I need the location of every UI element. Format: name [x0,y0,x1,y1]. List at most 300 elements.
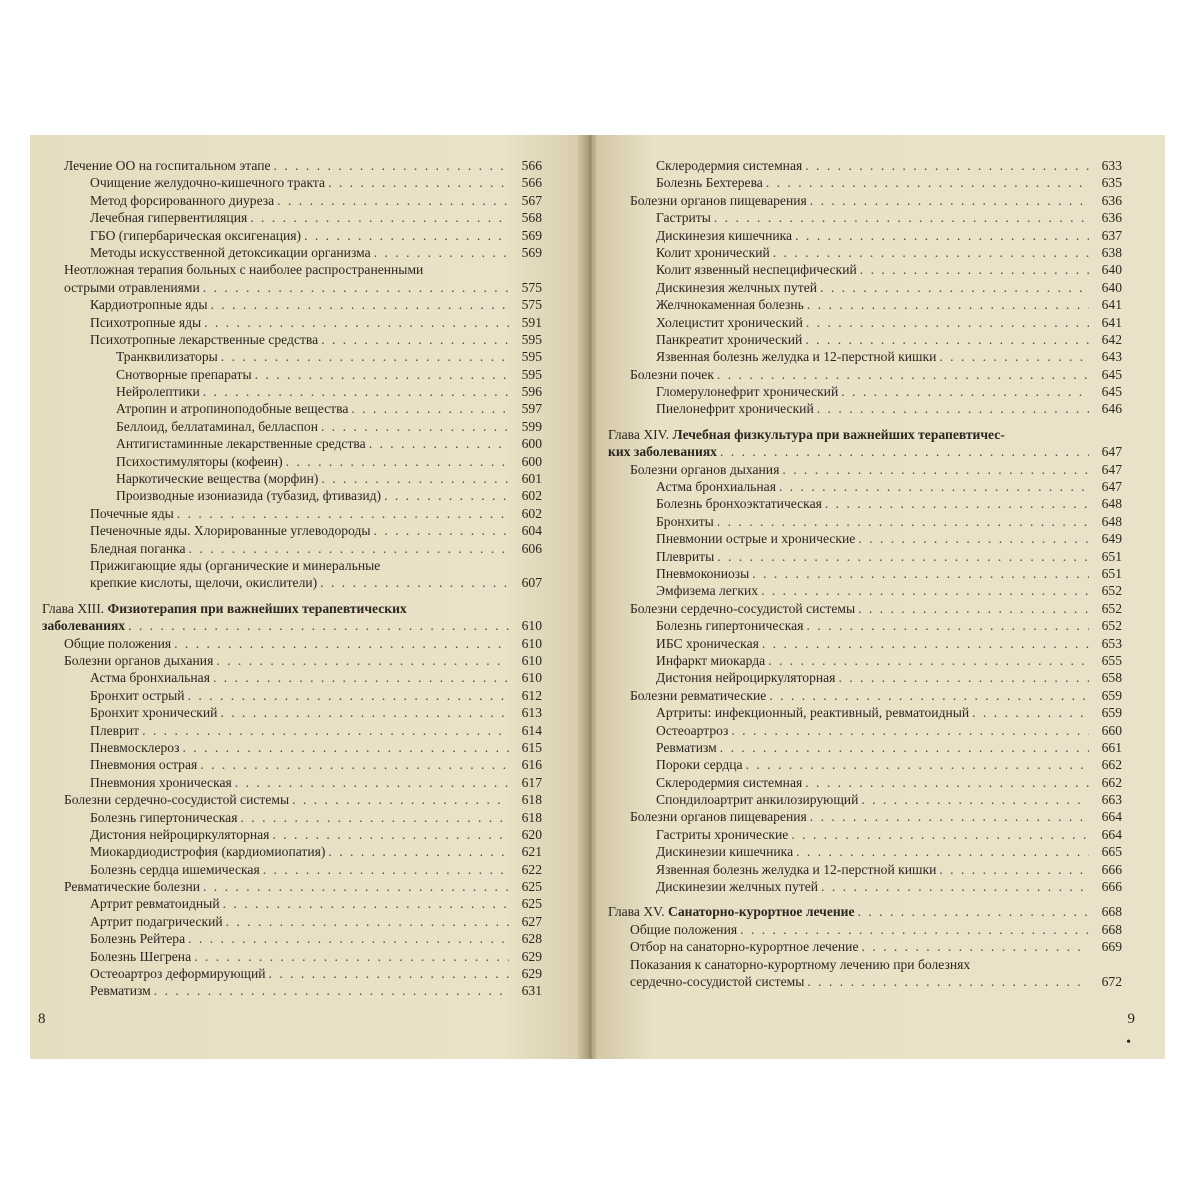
toc-page-number: 604 [521,523,542,539]
toc-page-number: 672 [1101,974,1122,989]
toc-page-number: 651 [1101,566,1122,581]
toc-page-number: 669 [1101,939,1122,955]
dot-leader [235,774,509,791]
dot-leader [240,809,509,826]
dot-leader [766,174,1089,191]
dot-leader [796,843,1089,860]
dot-leader [858,530,1089,547]
toc-page-number: 645 [1101,366,1122,382]
toc-entry-title: Язвенная болезнь желудка и 12-перстной кишки [656,861,937,877]
toc-page-number: 627 [521,913,542,929]
toc-page-number: 622 [521,861,542,877]
dot-leader [782,461,1089,478]
toc-entry [42,383,542,400]
dot-leader [720,739,1089,756]
toc-entry [608,261,1122,278]
toc-entry [42,209,542,226]
toc-entry-title: Астма бронхиальная [90,670,210,686]
toc-entry-title: Болезни ревматические [630,687,767,703]
toc-entry [42,809,542,826]
dot-leader [221,348,509,365]
toc-entry-title: Эмфизема легких [656,583,759,599]
dot-leader [292,791,509,808]
toc-entry [608,878,1122,895]
dot-leader [274,157,509,174]
toc-entry-title: Дискинезия кишечника [656,227,793,243]
dot-leader [762,635,1089,652]
toc-entry [608,669,1122,686]
toc-page-number: 631 [521,983,542,999]
dot-leader [328,843,509,860]
dot-leader [374,244,509,261]
toc-page-number: 666 [1101,879,1122,895]
toc-entry-title: Болезнь бронхоэктатическая [656,496,822,512]
toc-entry [42,965,542,982]
dot-leader [858,903,1089,920]
toc-entry-title: Ревматизм [656,739,717,755]
toc-entry-title: Транквилизаторы [116,349,218,365]
dot-leader [369,435,509,452]
toc-page-number: 597 [521,401,542,417]
toc-entry-title: ГБО (гипербарическая оксигенация) [90,227,302,243]
toc-entry [608,331,1122,348]
toc-entry [608,227,1122,244]
toc-entry [608,400,1122,417]
left-toc [42,157,542,1000]
toc-entry [42,540,542,557]
toc-entry [608,530,1122,547]
dot-leader [714,209,1089,226]
toc-entry [608,843,1122,860]
toc-page-number: 652 [1101,600,1122,616]
dot-leader [746,756,1089,773]
toc-page-number: 651 [1101,548,1122,564]
dot-leader [806,314,1089,331]
toc-page-number: 633 [1101,158,1122,173]
toc-page-number: 621 [521,844,542,860]
toc-entry-title: Спондилоартрит анкилозирующий [656,792,859,808]
toc-page-number: 662 [1101,774,1122,790]
toc-entry-title: Артрит подагрический [90,913,223,929]
toc-entry-title: Дискинезия желчных путей [656,279,818,295]
toc-entry-title-line2: сердечно-сосудистой системы [630,974,805,989]
dot-leader [194,948,509,965]
toc-entry [42,652,542,669]
toc-entry-title: Панкреатит хронический [656,331,803,347]
right-toc [608,157,1122,990]
toc-entry [608,366,1122,383]
toc-entry [42,557,542,592]
dot-leader [810,192,1089,209]
dot-leader [220,704,509,721]
toc-entry-title: Инфаркт миокарда [656,652,766,668]
toc-entry-title-line2: ких заболеваниях [608,444,717,460]
toc-entry [42,261,542,296]
dot-leader [939,861,1089,878]
toc-entry-title: Производные изониазида (тубазид, фтивазид) [116,488,382,504]
chapter-number: Глава XIV. [608,426,673,442]
dot-leader [807,296,1089,313]
dot-leader [216,652,509,669]
toc-page-number: 595 [521,366,542,382]
toc-page-number: 602 [521,505,542,521]
toc-entry [608,513,1122,530]
toc-entry [608,635,1122,652]
dot-leader [188,687,509,704]
toc-entry-title: Гастриты хронические [656,826,789,842]
toc-page-number: 610 [521,652,542,668]
dot-leader [717,513,1089,530]
toc-entry [42,982,542,999]
toc-page-number: 569 [521,227,542,243]
toc-entry-title: Снотворные препараты [116,366,252,382]
dot-leader [277,192,509,209]
toc-chapter-entry [42,600,542,635]
toc-page-number: 661 [1101,739,1122,755]
toc-entry-title: Общие положения [64,635,172,651]
toc-entry [608,565,1122,582]
toc-entry [42,192,542,209]
toc-page-number: 575 [521,279,542,295]
toc-page-number: 636 [1101,192,1122,208]
toc-page-number: 625 [521,879,542,895]
toc-entry [42,453,542,470]
dot-leader [779,478,1089,495]
toc-page-number: 602 [521,488,542,504]
dot-leader [210,296,509,313]
toc-entry [42,296,542,313]
toc-entry-title: Болезнь Бехтерева [656,175,763,191]
toc-entry-title-line1: Физиотерапия при важнейших терапевтических [107,600,407,616]
toc-entry [42,227,542,244]
toc-entry-title: Нейролептики [116,384,200,400]
toc-page-number: 664 [1101,826,1122,842]
toc-entry-title-line1: Прижигающие яды (органические и минеральные [90,558,381,573]
toc-entry-title: Язвенная болезнь желудка и 12-перстной кишки [656,349,937,365]
chapter-number: Глава XIII. [42,600,108,616]
dot-leader [182,739,509,756]
toc-entry [42,669,542,686]
toc-entry [608,383,1122,400]
toc-entry-title: Болезни сердечно-сосудистой системы [630,600,856,616]
toc-entry-title: Почечные яды [90,505,174,521]
dot-leader [720,443,1089,460]
toc-entry [608,192,1122,209]
toc-page-number: 606 [521,540,542,556]
toc-page-number: 668 [1101,904,1122,920]
toc-page-number: 575 [521,297,542,313]
toc-entry-title: Болезнь сердца ишемическая [90,861,260,877]
toc-entry [608,157,1122,174]
dot-leader [806,617,1089,634]
toc-entry-title: Психотропные лекарственные средства [90,331,319,347]
toc-entry-title: Психостимуляторы (кофеин) [116,453,283,469]
toc-entry-title-line1: Неотложная терапия больных с наиболее распространенными [64,262,424,278]
toc-entry-title: Кардиотропные яды [90,297,208,313]
toc-entry [42,366,542,383]
dot-leader [203,279,509,296]
dot-leader [861,938,1089,955]
dot-leader [263,861,509,878]
toc-entry-title: Астма бронхиальная [656,479,776,495]
toc-entry [608,582,1122,599]
toc-page-number: 600 [521,436,542,452]
toc-page-number: 652 [1101,618,1122,634]
toc-page-number: 615 [521,739,542,755]
toc-page-number: 659 [1101,705,1122,721]
toc-entry-title: Отбор на санаторно-курортное лечение [630,939,859,955]
toc-page-number: 618 [521,809,542,825]
dot-leader [223,895,509,912]
toc-entry [42,487,542,504]
dot-leader [213,669,509,686]
toc-entry-title: Печеночные яды. Хлорированные углеводороды [90,523,371,539]
dot-leader [768,652,1089,669]
dot-leader [752,565,1089,582]
toc-entry-title: Очищение желудочно-кишечного тракта [90,175,326,191]
toc-entry [608,956,1122,991]
toc-page-number: 566 [521,158,542,173]
toc-page-number: 614 [521,722,542,738]
dot-leader [841,383,1089,400]
toc-entry-title: Пневмонии острые и хронические [656,531,856,547]
dot-leader [810,808,1089,825]
toc-page-number: 610 [521,635,542,651]
dot-leader [972,704,1089,721]
toc-page-number: 641 [1101,314,1122,330]
toc-entry-title: Бронхиты [656,513,714,529]
dot-leader [717,366,1089,383]
toc-entry [608,279,1122,296]
toc-entry-title: Болезнь гипертоническая [656,618,804,634]
toc-page-number: 647 [1101,461,1122,477]
toc-page-number: 599 [521,418,542,434]
toc-entry [608,652,1122,669]
toc-page-number: 643 [1101,349,1122,365]
toc-page-number: 645 [1101,384,1122,400]
dot-leader [203,878,509,895]
dot-leader [321,331,509,348]
toc-page-number: 591 [521,314,542,330]
dot-leader [805,331,1089,348]
toc-entry-title: Психотропные яды [90,314,202,330]
toc-entry [42,157,542,174]
toc-entry-title: Дискинезии желчных путей [656,879,819,895]
toc-entry-title: Антигистаминные лекарственные средства [116,436,366,452]
toc-entry-title: Болезни органов дыхания [64,652,214,668]
toc-page-number: 610 [521,670,542,686]
dot-leader [374,522,509,539]
toc-page-number: 629 [521,966,542,982]
toc-entry [608,722,1122,739]
toc-entry [608,756,1122,773]
toc-entry [608,774,1122,791]
toc-entry-title: Пороки сердца [656,757,743,773]
toc-entry-title [630,956,1122,973]
dot-leader [188,930,509,947]
toc-page-number: 567 [521,192,542,208]
toc-entry [608,808,1122,825]
toc-entry [42,913,542,930]
toc-entry-title: Гастриты [656,210,711,226]
toc-entry [608,617,1122,634]
toc-entry-title: Плеврит [90,722,140,738]
dot-leader [128,617,509,634]
toc-page-number: 646 [1101,401,1122,417]
open-book [30,135,1165,1059]
toc-entry [42,756,542,773]
toc-entry-title: Остеоартроз деформирующий [90,966,266,982]
dot-leader [817,400,1089,417]
toc-page-number: 636 [1101,210,1122,226]
toc-entry-title: Бледная поганка [90,540,186,556]
chapter-title: Санаторно-курортное лечение [668,904,855,920]
dot-leader [807,973,1089,990]
toc-entry-title: Болезнь Шегрена [90,948,192,964]
toc-entry [608,791,1122,808]
toc-entry-title [42,600,542,617]
toc-page-number: 659 [1101,687,1122,703]
toc-entry-title: Артриты: инфекционный, реактивный, ревматоидный [656,705,970,721]
toc-entry [42,418,542,435]
toc-entry [608,461,1122,478]
toc-page-number: 607 [521,575,542,591]
toc-entry [42,791,542,808]
toc-entry [608,495,1122,512]
dot-leader [731,722,1089,739]
toc-page-number: 638 [1101,244,1122,260]
toc-entry-title: Ревматизм [90,983,151,999]
dot-leader [805,774,1089,791]
toc-entry-title: Миокардиодистрофия (кардиомиопатия) [90,844,326,860]
toc-page-number: 647 [1101,479,1122,495]
dot-leader [255,366,509,383]
toc-entry [42,244,542,261]
toc-entry-title: Остеоартроз [656,722,729,738]
toc-entry-title: Холецистит хронический [656,314,803,330]
toc-page-number: 664 [1101,809,1122,825]
toc-page-number: 612 [521,687,542,703]
toc-chapter-entry [608,903,1122,920]
toc-entry-title: Болезнь гипертоническая [90,809,238,825]
toc-page-number: 662 [1101,757,1122,773]
toc-entry [608,548,1122,565]
dot-leader [142,722,509,739]
toc-entry-title: Склеродермия системная [656,158,803,173]
toc-entry-title: Бронхит острый [90,687,185,703]
toc-page-number: 649 [1101,531,1122,547]
dot-leader [204,314,509,331]
toc-entry-title [608,903,855,920]
toc-entry-title: Болезнь Рейтера [90,931,186,947]
chapter-number: Глава XV. [608,904,669,920]
dot-leader [821,878,1089,895]
toc-page-number: 665 [1101,844,1122,860]
toc-entry-title: Дистония нейроциркуляторная [656,670,836,686]
toc-page-number: 666 [1101,861,1122,877]
toc-entry [42,826,542,843]
toc-entry [42,843,542,860]
toc-page-number: 600 [521,453,542,469]
toc-entry [42,435,542,452]
toc-page-number: 617 [521,774,542,790]
toc-page-number: 618 [521,792,542,808]
toc-page-number: 655 [1101,652,1122,668]
toc-page-number: 652 [1101,583,1122,599]
toc-entry-title [64,261,542,278]
toc-page-number: 640 [1101,262,1122,278]
toc-entry [608,704,1122,721]
toc-entry-title: Метод форсированного диуреза [90,192,275,208]
toc-entry-title: Плевриты [656,548,715,564]
toc-entry-title: Колит хронический [656,244,770,260]
toc-entry [608,244,1122,261]
dot-leader [328,174,509,191]
dot-leader [791,826,1089,843]
toc-entry-title: Артрит ревматоидный [90,896,220,912]
toc-page-number: 566 [521,175,542,191]
toc-entry [42,314,542,331]
print-speck: • [1126,1035,1131,1050]
toc-page-number: 568 [521,210,542,226]
toc-entry [608,348,1122,365]
toc-page-number: 658 [1101,670,1122,686]
toc-entry [608,739,1122,756]
toc-page-number: 595 [521,349,542,365]
toc-entry-title: Дискинезии кишечника [656,844,794,860]
toc-page-number: 613 [521,705,542,721]
toc-entry-title: Болезни органов пищеварения [630,192,807,208]
toc-entry-title: Болезни почек [630,366,714,382]
dot-leader [200,756,509,773]
toc-entry [608,296,1122,313]
toc-entry-title-line1: Показания к санаторно-курортному лечению при болезнях [630,956,971,972]
dot-leader [820,279,1089,296]
toc-entry [42,687,542,704]
dot-leader [304,227,509,244]
toc-page-number: 610 [521,618,542,634]
toc-page-number: 653 [1101,635,1122,651]
dot-leader [321,470,509,487]
dot-leader [769,687,1089,704]
toc-page-number: 616 [521,757,542,773]
toc-entry-title: Беллоид, беллатаминал, белласпон [116,418,318,434]
toc-page-number: 595 [521,331,542,347]
toc-page-number: 620 [521,826,542,842]
toc-page-number: 637 [1101,227,1122,243]
toc-chapter-entry [608,426,1122,461]
toc-page-number: 647 [1101,444,1122,460]
toc-entry-title: ИБС хроническая [656,635,759,651]
dot-leader [838,669,1089,686]
dot-leader [272,826,509,843]
toc-entry-title [608,426,1122,443]
toc-entry [608,921,1122,938]
left-page-number: 8 [38,1011,46,1027]
dot-leader [795,227,1089,244]
toc-entry [42,948,542,965]
dot-leader [154,982,509,999]
toc-entry-title: Пневмосклероз [90,739,180,755]
toc-entry [42,635,542,652]
left-page [30,135,587,1059]
dot-leader [773,244,1089,261]
toc-page-number: 569 [521,244,542,260]
toc-entry-title-line2: крепкие кислоты, щелочи, окислители) [90,575,318,591]
toc-page-number: 648 [1101,496,1122,512]
toc-entry-title: Желчнокаменная болезнь [656,297,804,313]
toc-entry-title: Колит язвенный неспецифический [656,262,857,278]
